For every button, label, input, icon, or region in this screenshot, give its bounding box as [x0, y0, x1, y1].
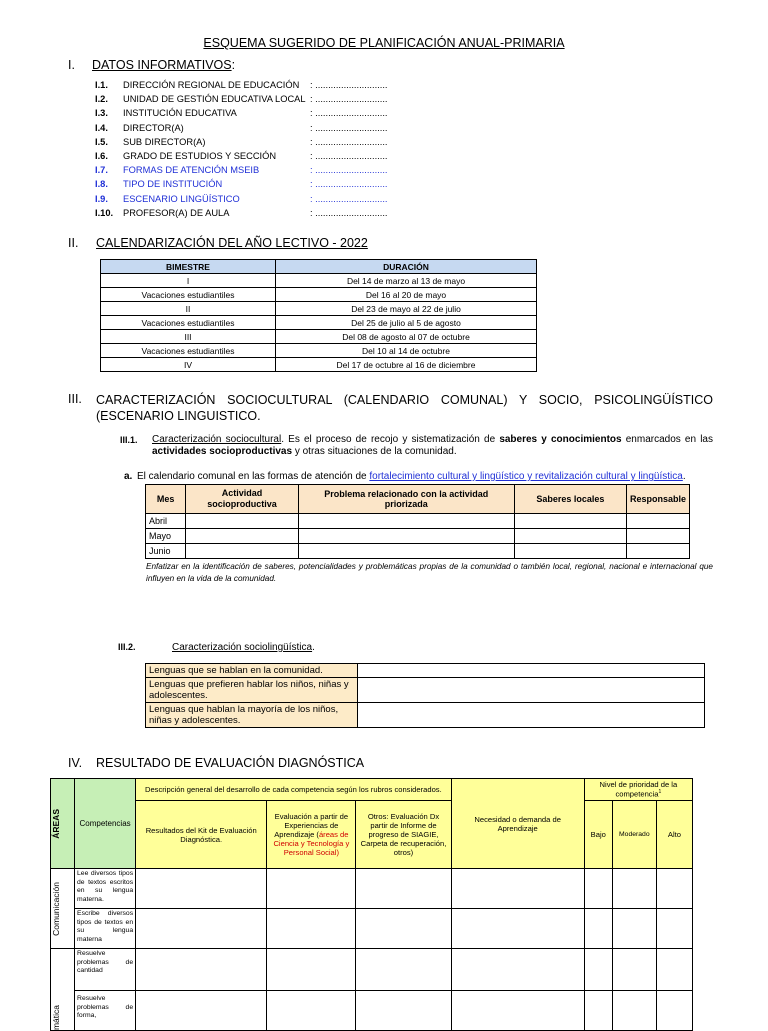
cell-empty: [656, 949, 692, 991]
cell-empty: [267, 909, 356, 949]
cell-empty: [612, 909, 656, 949]
lengua-answer[interactable]: [358, 678, 705, 703]
datos-item-value[interactable]: : ............................: [310, 80, 388, 90]
lengua-answer[interactable]: [358, 664, 705, 678]
header-kit: Resultados del Kit de Evaluación Diagnóstica.: [136, 801, 267, 869]
competencia-forma: Resuelve problemas de forma,: [75, 991, 136, 1031]
comunal-cell[interactable]: [514, 514, 626, 529]
calendar-duracion: Del 10 al 14 de octubre: [276, 344, 537, 358]
calendar-bimestre: IV: [101, 358, 276, 372]
calendar-bimestre: Vacaciones estudiantiles: [101, 316, 276, 330]
diagnostic-row: [51, 991, 693, 1031]
comunal-row: [146, 514, 690, 529]
cell-empty: [584, 909, 612, 949]
section-4-title: RESULTADO DE EVALUACIÓN DIAGNÓSTICA: [96, 756, 365, 770]
datos-item: [95, 179, 495, 193]
header-nivel: Nivel de prioridad de la competencia$^1$: [584, 779, 692, 801]
cell-empty: [656, 869, 692, 909]
calendar-duracion: Del 25 de julio al 5 de agosto: [276, 316, 537, 330]
datos-item-number: I.6.: [95, 150, 108, 161]
datos-item-value[interactable]: : ............................: [310, 136, 388, 147]
datos-item: [95, 94, 495, 108]
datos-item: [95, 165, 495, 179]
calendar-header-row: [101, 260, 537, 274]
diagnostic-row: [51, 909, 693, 949]
datos-item: [95, 123, 495, 137]
cell-empty: [612, 869, 656, 909]
header-competencias: Competencias: [75, 779, 136, 869]
datos-item-label: DIRECCIÓN REGIONAL DE EDUCACIÓN: [123, 80, 300, 90]
lengua-question: Lenguas que se hablan en la comunidad.: [146, 664, 358, 678]
datos-item-label: GRADO DE ESTUDIOS Y SECCIÓN: [123, 150, 277, 161]
datos-item-value[interactable]: : ............................: [310, 193, 388, 204]
comunal-cell[interactable]: [186, 529, 299, 544]
datos-item-number: I.1.: [95, 80, 108, 90]
calendar-bimestre: III: [101, 330, 276, 344]
lengua-question: Lenguas que prefieren hablar los niños, niñas y adolescentes.: [146, 678, 358, 703]
cell-empty: [136, 991, 267, 1031]
datos-item-value[interactable]: : ............................: [310, 122, 388, 133]
comunal-row: [146, 529, 690, 544]
datos-item-number: I.9.: [95, 193, 108, 204]
comunal-cell[interactable]: [298, 544, 514, 559]
cell-empty: [584, 949, 612, 991]
datos-item-label: TIPO DE INSTITUCIÓN: [123, 179, 223, 190]
calendar-bimestre: Vacaciones estudiantiles: [101, 288, 276, 302]
cell-empty: [451, 949, 584, 991]
section-3-title: CARACTERIZACIÓN SOCIOCULTURAL (CALENDARIO COMUNAL) Y SOCIO, PSICOLINGÜÍSTICO (ESCENARIO LINGUISTICO.: [96, 393, 713, 423]
diagnostic-row: [51, 869, 693, 909]
calendar-duracion: Del 14 de marzo al 13 de mayo: [276, 274, 537, 288]
cell-empty: [584, 869, 612, 909]
datos-item-value[interactable]: : ............................: [310, 207, 388, 218]
datos-item: [95, 151, 495, 165]
area-matematica-cell: [51, 949, 75, 1031]
cell-empty: [267, 949, 356, 991]
diagnostic-row: [51, 949, 693, 991]
comunal-cell[interactable]: [626, 544, 689, 559]
datos-item: [95, 194, 495, 208]
diagnostic-header-row-2: [51, 801, 693, 869]
header-areas: ÁREAS: [51, 808, 61, 839]
sociocultural-paragraph: Caracterización sociocultural. Es el proceso de recojo y sistematización de saberes y conocimientos enmarcados en las actividades socioproductivas y otras situaciones de la comunidad.: [152, 434, 713, 457]
item-a-text: El calendario comunal en las formas de atención de fortalecimiento cultural y lingüístico y revitalización cultural y lingüística.: [137, 471, 686, 482]
comunal-cell[interactable]: [626, 529, 689, 544]
header-otros: Otros: Evaluación Dx partir de Informe de progreso de SIAGIE, Carpeta de recuperación, otros): [356, 801, 451, 869]
comunal-note: Enfatizar en la identificación de saberes, potencialidades y problemáticas propias de la comunidad o también local, regional, nacional e internacional que influyen en la vida de la comunidad.: [146, 562, 713, 583]
comunal-month: Junio: [146, 544, 186, 559]
calendar-row: [101, 358, 537, 372]
competencia-escribe: Escribe diversos tipos de textos en su lengua materna: [75, 909, 136, 949]
datos-item-label: INSTITUCIÓN EDUCATIVA: [123, 108, 237, 119]
calendar-duracion: Del 23 de mayo al 22 de julio: [276, 302, 537, 316]
datos-item-label: PROFESOR(A) DE AULA: [123, 207, 230, 218]
datos-item-label: ESCENARIO LINGÜÍSTICO: [123, 193, 240, 204]
cell-empty: [136, 869, 267, 909]
section-2-title: CALENDARIZACIÓN DEL AÑO LECTIVO - 2022: [96, 236, 368, 250]
sub-3-1-number: III.1.: [120, 435, 138, 445]
header-descripcion: Descripción general del desarrollo de cada competencia según los rubros considerados.: [136, 779, 451, 801]
comunal-header-responsable: Responsable: [626, 485, 689, 514]
calendar-duracion: Del 16 al 20 de mayo: [276, 288, 537, 302]
cell-empty: [612, 949, 656, 991]
calendar-bimestre: II: [101, 302, 276, 316]
header-bajo: Bajo: [584, 801, 612, 869]
lengua-row: [146, 703, 705, 728]
comunal-header-row: [146, 485, 690, 514]
cell-empty: [451, 869, 584, 909]
datos-item: [95, 208, 495, 222]
datos-item: [95, 108, 495, 122]
datos-item-value[interactable]: : ............................: [310, 94, 388, 105]
area-matematica: mática: [51, 1004, 61, 1030]
calendar-header-bimestre: BIMESTRE: [101, 260, 276, 274]
lenguas-table: [145, 663, 705, 728]
datos-item-value[interactable]: : ............................: [310, 165, 388, 176]
diagnostic-table: [50, 778, 693, 1031]
comunal-header-problema: Problema relacionado con la actividad priorizada: [298, 485, 514, 514]
fortalecimiento-link[interactable]: fortalecimiento cultural y lingüístico y revitalización cultural y lingüística: [369, 471, 683, 482]
comunal-cell[interactable]: [186, 514, 299, 529]
comunal-header-actividad: Actividad socioproductiva: [186, 485, 299, 514]
cell-empty: [356, 869, 451, 909]
sub-3-2-number: III.2.: [118, 642, 136, 652]
competencia-lee: Lee diversos tipos de textos escritos en su lengua materna.: [75, 869, 136, 909]
datos-item: [95, 80, 495, 94]
comunal-month: Abril: [146, 514, 186, 529]
datos-item-number: I.7.: [95, 165, 108, 176]
datos-item-label: DIRECTOR(A): [123, 122, 184, 133]
lengua-row: [146, 664, 705, 678]
cell-empty: [136, 949, 267, 991]
calendar-duracion: Del 17 de octubre al 16 de diciembre: [276, 358, 537, 372]
calendar-bimestre: Vacaciones estudiantiles: [101, 344, 276, 358]
lengua-question: Lenguas que hablan la mayoría de los niños, niñas y adolescentes.: [146, 703, 358, 728]
header-moderado: Moderado: [612, 801, 656, 869]
calendar-table: [100, 259, 537, 372]
datos-item-number: I.5.: [95, 136, 108, 147]
header-necesidad: Necesidad o demanda de Aprendizaje: [451, 779, 584, 869]
comunal-header-saberes: Saberes locales: [514, 485, 626, 514]
cell-empty: [451, 909, 584, 949]
datos-item-label: SUB DIRECTOR(A): [123, 136, 206, 147]
area-comunicacion-cell: [51, 869, 75, 949]
section-3-number: III.: [68, 392, 82, 406]
competencia-cantidad: Resuelve problemas de cantidad: [75, 949, 136, 991]
comunal-header-mes: Mes: [146, 485, 186, 514]
section-4-number: IV.: [68, 756, 83, 770]
comunal-month: Mayo: [146, 529, 186, 544]
calendario-comunal-table: [145, 484, 690, 559]
cell-empty: [267, 869, 356, 909]
section-1-number: I.: [68, 58, 75, 72]
calendar-header-duracion: DURACIÓN: [276, 260, 537, 274]
cell-empty: [356, 909, 451, 949]
datos-item-number: I.2.: [95, 94, 108, 105]
datos-informativos-list: [95, 80, 495, 222]
cell-empty: [356, 949, 451, 991]
datos-item-number: I.3.: [95, 108, 108, 119]
calendar-row: [101, 330, 537, 344]
page-title: ESQUEMA SUGERIDO DE PLANIFICACIÓN ANUAL-PRIMARIA: [203, 36, 565, 50]
header-alto: Alto: [656, 801, 692, 869]
header-areas-cell: [51, 779, 75, 869]
datos-item-number: I.8.: [95, 179, 108, 190]
datos-item-number: I.4.: [95, 122, 108, 133]
cell-empty: [656, 909, 692, 949]
calendar-row: [101, 302, 537, 316]
datos-item: [95, 137, 495, 151]
comunal-cell[interactable]: [298, 529, 514, 544]
comunal-cell[interactable]: [514, 544, 626, 559]
item-a-prefix: a.: [124, 471, 133, 482]
cell-empty: [136, 909, 267, 949]
datos-item-value[interactable]: : ............................: [310, 108, 388, 119]
calendar-duracion: Del 08 de agosto al 07 de octubre: [276, 330, 537, 344]
datos-item-number: I.10.: [95, 207, 114, 218]
cell-empty: [356, 991, 451, 1031]
calendar-bimestre: I: [101, 274, 276, 288]
calendar-row: [101, 344, 537, 358]
calendar-row: [101, 288, 537, 302]
cell-empty: [451, 991, 584, 1031]
diagnostic-header-row-1: [51, 779, 693, 801]
comunal-cell[interactable]: [514, 529, 626, 544]
header-experiencias: Evaluación a partir de Experiencias de Aprendizaje (áreas de Ciencia y Tecnología y Personal Social): [267, 801, 356, 869]
datos-item-value[interactable]: : ............................: [310, 179, 388, 190]
calendar-row: [101, 274, 537, 288]
cell-empty: [612, 991, 656, 1031]
comunal-cell[interactable]: [298, 514, 514, 529]
calendar-row: [101, 316, 537, 330]
comunal-row: [146, 544, 690, 559]
section-1-title: DATOS INFORMATIVOS:: [92, 58, 236, 72]
area-comunicacion: Comunicación: [51, 881, 61, 936]
cell-empty: [656, 991, 692, 1031]
sub-3-2-title: Caracterización sociolingüística.: [172, 642, 315, 653]
datos-item-label: UNIDAD DE GESTIÓN EDUCATIVA LOCAL: [123, 94, 306, 105]
cell-empty: [267, 991, 356, 1031]
comunal-cell[interactable]: [186, 544, 299, 559]
datos-item-label: FORMAS DE ATENCIÓN MSEIB: [123, 165, 260, 176]
cell-empty: [584, 991, 612, 1031]
datos-item-value[interactable]: : ............................: [310, 150, 388, 161]
lengua-row: [146, 678, 705, 703]
lengua-answer[interactable]: [358, 703, 705, 728]
section-2-number: II.: [68, 236, 79, 250]
comunal-cell[interactable]: [626, 514, 689, 529]
